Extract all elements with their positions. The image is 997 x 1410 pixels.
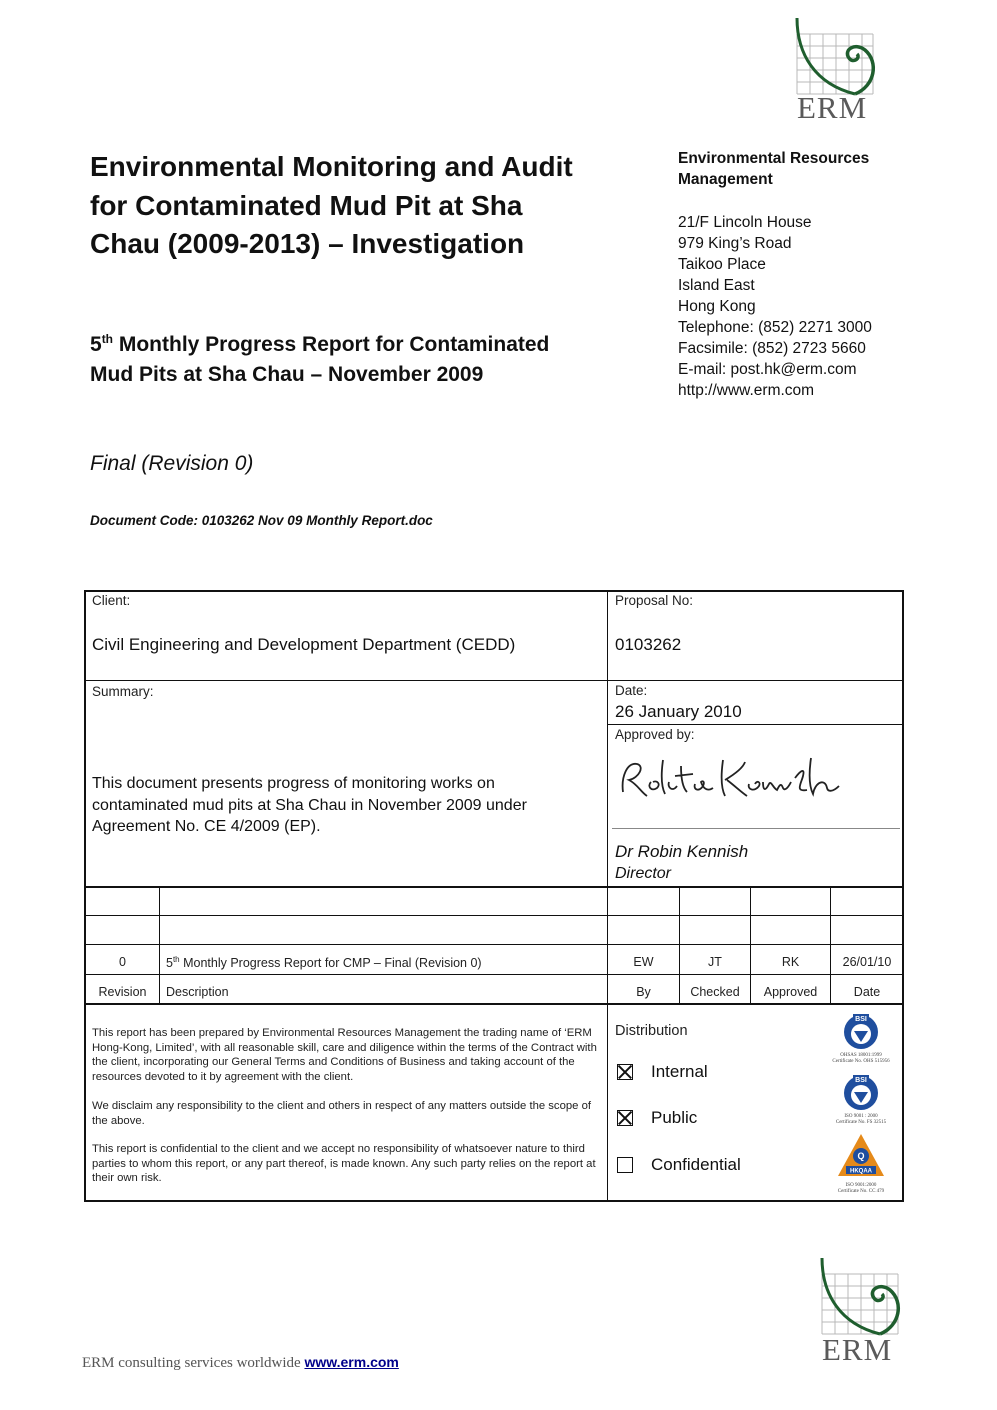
footer-text: ERM consulting services worldwide: [82, 1355, 305, 1371]
date-value: 26 January 2010: [615, 702, 742, 721]
subtitle-text: Monthly Progress Report for Contaminated Mud Pits at Sha Chau – November 2009: [90, 333, 550, 386]
bsi-iso-badge: [826, 1073, 896, 1126]
email: E-mail: post.hk@erm.com: [678, 361, 857, 378]
revision-desc-ordinal-suffix: th: [172, 955, 180, 964]
cert-line: ISO 9001 : 2000: [844, 1114, 878, 1119]
header-description: Description: [166, 985, 229, 999]
erm-logo-bottom: [820, 1254, 910, 1366]
signature-image: [615, 752, 845, 808]
header-approved: Approved: [763, 985, 818, 999]
approved-label: Approved by:: [615, 727, 695, 742]
bsi-badge-icon: [841, 1073, 881, 1111]
cert-line: OHSAS 18001:1999: [840, 1053, 882, 1058]
badge-name: BSI: [855, 1016, 867, 1023]
header-checked: Checked: [690, 985, 740, 999]
confidential-checkbox[interactable]: [617, 1157, 633, 1173]
company-name-line1: Environmental Resources: [678, 150, 870, 167]
document-subtitle: [90, 330, 560, 390]
facsimile: Facsimile: (852) 2723 5660: [678, 340, 866, 357]
revision-checked: JT: [708, 955, 722, 969]
client-label: Client:: [92, 593, 131, 608]
header-date: Date: [853, 985, 881, 999]
footer-link[interactable]: www.erm.com: [304, 1354, 399, 1370]
revision-desc-ordinal: 5: [166, 956, 173, 971]
subtitle-ordinal-suffix: th: [101, 332, 114, 346]
public-checkbox[interactable]: [617, 1110, 633, 1126]
document-title: Environmental Monitoring and Audit for Contaminated Mud Pit at Sha Chau (2009-2013) – Investigation: [90, 151, 573, 259]
erm-logo-icon: [795, 14, 885, 99]
hkqaa-badge-icon: [836, 1132, 886, 1180]
disclaimer-paragraph: We disclaim any responsibility to the client and others in respect of any matters outside the scope of the above.: [92, 1100, 591, 1127]
revision-approved: RK: [781, 955, 800, 969]
revision-by: EW: [633, 955, 654, 969]
badge-name: HKQAA: [850, 1168, 872, 1175]
header-revision: Revision: [98, 985, 147, 999]
address-line: Taikoo Place: [678, 256, 766, 273]
bsi-badge-icon: [841, 1012, 881, 1050]
address-line: 979 King’s Road: [678, 235, 792, 252]
cert-line: Certificate No. FS 32515: [835, 1120, 887, 1125]
bsi-ohsas-badge: [826, 1012, 896, 1065]
date-label: Date:: [615, 683, 648, 698]
proposal-value: 0103262: [615, 635, 682, 654]
cert-line: ISO 9001:2000: [845, 1183, 877, 1188]
erm-logo-text: ERM: [822, 1332, 893, 1367]
cert-line: Certificate No. OHS 515956: [832, 1059, 890, 1064]
disclaimer-paragraph: This report has been prepared by Environmental Resources Management the trading name of ‘ERM Hong-Kong, Limited’, with all reasonable skill, care and diligence within the terms of the Contract with the client, incorporating our General Terms and Conditions of Business and taking account of the resources devoted to it by agreement with the client.: [92, 1027, 597, 1083]
approver-title: Director: [615, 865, 672, 882]
revision-desc-text: Monthly Progress Report for CMP – Final (Revision 0): [179, 956, 482, 971]
summary-label: Summary:: [92, 684, 154, 699]
erm-logo-top: [795, 14, 885, 126]
cert-line: Certificate No. CC 479: [837, 1189, 885, 1194]
distribution-label: Distribution: [615, 1023, 688, 1039]
erm-logo-text: ERM: [797, 90, 868, 125]
public-label: Public: [651, 1108, 698, 1127]
disclaimer-paragraph: This report is confidential to the client and we accept no responsibility of whatsoever nature to third parties to whom this report, or any part thereof, is made known. Any such party relies on the report at their own risk.: [92, 1143, 596, 1184]
address-line: Hong Kong: [678, 298, 756, 315]
address-line: 21/F Lincoln House: [678, 214, 812, 231]
badge-name: BSI: [855, 1077, 867, 1084]
website: http://www.erm.com: [678, 382, 815, 399]
revision-description: [166, 955, 482, 970]
company-address: [678, 148, 978, 401]
company-name-line2: Management: [678, 171, 773, 188]
approver-name: Dr Robin Kennish: [615, 842, 749, 861]
summary-text: This document presents progress of monitoring works on contaminated mud pits at Sha Chau in November 2009 under Agreement No. CE 4/2009 (EP).: [92, 775, 527, 835]
telephone: Telephone: (852) 2271 3000: [678, 319, 872, 336]
internal-label: Internal: [651, 1062, 708, 1081]
revision-date: 26/01/10: [842, 955, 892, 969]
footer: [82, 1354, 399, 1372]
confidential-label: Confidential: [651, 1155, 741, 1174]
proposal-label: Proposal No:: [615, 593, 694, 608]
subtitle-ordinal: 5: [90, 333, 102, 356]
revision-number: 0: [119, 955, 126, 969]
hkqaa-badge: [826, 1132, 896, 1195]
document-status: Final (Revision 0): [90, 452, 254, 475]
document-code: Document Code: 0103262 Nov 09 Monthly Report.doc: [90, 513, 433, 528]
internal-checkbox[interactable]: [617, 1064, 633, 1080]
client-value: Civil Engineering and Development Department (CEDD): [92, 635, 516, 654]
header-by: By: [636, 985, 651, 999]
svg-text:Q: Q: [857, 1151, 865, 1161]
erm-logo-icon: [820, 1254, 910, 1339]
address-line: Island East: [678, 277, 755, 294]
